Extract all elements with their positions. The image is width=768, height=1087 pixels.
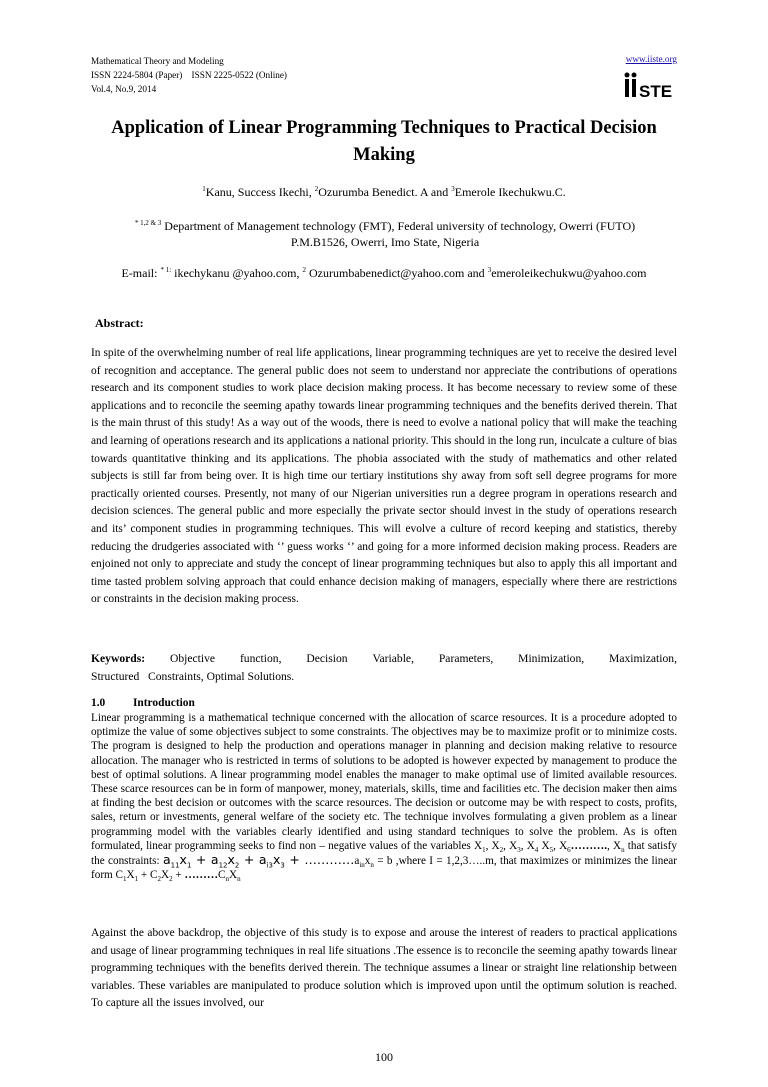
- keyword: Objective: [169, 652, 216, 665]
- paper-title: Application of Linear Programming Techniques to Practical Decision Making: [111, 118, 657, 165]
- section-title: Introduction: [133, 697, 195, 709]
- author-sup: 3: [451, 185, 455, 193]
- affiliation-sup: * 1,2 & 3: [134, 219, 162, 227]
- email-line: [91, 265, 677, 281]
- keyword: Minimization,: [518, 652, 585, 665]
- email-label: E-mail:: [121, 266, 161, 280]
- keyword: Maximization,: [609, 652, 677, 665]
- email-sup: * 1:: [160, 266, 172, 274]
- abstract-heading: Abstract:: [95, 316, 144, 330]
- email-2[interactable]: Ozurumbabenedict@yahoo.com and: [306, 266, 488, 280]
- journal-name: Mathematical Theory and Modeling: [91, 56, 224, 66]
- author-1: Kanu, Success Ikechi,: [205, 185, 315, 199]
- keyword: function,: [239, 652, 282, 665]
- email-sup: 2: [302, 266, 307, 274]
- author-2: Ozurumba Benedict. A and: [318, 185, 452, 199]
- email-1[interactable]: ikechykanu @yahoo.com,: [171, 266, 303, 280]
- author-line: [91, 185, 677, 200]
- keyword: Variable,: [372, 652, 414, 665]
- keywords-line-1: [91, 650, 677, 668]
- keywords: [91, 650, 677, 686]
- affiliation: [100, 218, 670, 250]
- svg-text:STE: STE: [639, 82, 673, 100]
- introduction-paragraph-2: Against the above backdrop, the objective of this study is to expose and arouse the interest of readers to practical applications and usage of linear programming techniques in real life situations .The essence is to reconcile the seeming apathy towards linear programming techniques with the benefits derived therein. The technique assumes a linear or straight line relationship between variables. These variables are manipulated to produce solution which is improved upon until the optimum solution is reached. To capture all the issues involved, our: [91, 927, 677, 1010]
- section-heading: [91, 697, 195, 709]
- issn-line: ISSN 2224-5804 (Paper) ISSN 2225-0522 (Online): [91, 70, 287, 80]
- section-number: 1.0: [91, 697, 106, 709]
- affiliation-line-1: Department of Management technology (FMT), Federal university of technology, Owerri (FUTO): [164, 219, 636, 233]
- author-3: Emerole Ikechukwu.C.: [454, 185, 566, 199]
- volume-line: Vol.4, No.9, 2014: [91, 84, 157, 94]
- author-sup: 2: [314, 185, 319, 193]
- keywords-label: Keywords:: [91, 652, 146, 665]
- email-3[interactable]: emeroleikechukwu@yahoo.com: [491, 266, 647, 280]
- abstract-text: In spite of the overwhelming number of real life applications, linear programming techniques are yet to receive the desired level of recognition and acceptance. The general public does not seem to understand nor appreciate the contributions of operations research and its component studies to work place decision making process. It has become necessary to review some of these applications and to reconcile the seeming apathy towards linear programming techniques and the benefits derived therein. That is the main thrust of this study! As a way out of the woods, there is need to evolve a national policy that will make the teaching and learning of operations research and its applications a national priority. This should in the long run, inculcate a culture of bias towards quantitative thinking and its applications. The phobia associated with the study of mathematics and other related subjects is still far from being over. It is high time our tertiary institutions shy away from soft sell degree programs for more practically oriented courses. Presently, not many of our Nigerian universities run a degree program in operations research and decision sciences. The general public and more especially the private sector should invest in the study of operations research and its’ component studies in programming techniques. This will evolve a culture of record keeping and statistics, thereby reducing the drudgeries associated with ‘’ guess works ‘’ and going for a more informed decision making process. Readers are enjoined not only to appreciate and study the concept of linear programming techniques but also to apply this all important and time tasted problem solving approach that could enhance decision making of managers, especially where there are restrictions or constraints in the decision making process.: [91, 347, 677, 606]
- keywords-line-2: Structured Constraints, Optimal Solutions.: [91, 670, 295, 683]
- introduction-paragraph-1: [91, 711, 677, 882]
- journal-url-link[interactable]: www.iiste.org: [625, 54, 677, 64]
- keyword: Parameters,: [438, 652, 494, 665]
- intro-text: Linear programming is a mathematical technique concerned with the allocation of scarce resources. It is a procedure adopted to optimize the value of some objectives subject to some constraints. The objectives may be to maximize profit or to minimize costs. The program is designed to help the production and operations manager in planning and decision making relative to resource allocation. The manager who is restricted in terms of solutions to be adopted is however expected by management to produce the best of optimal solutions. A linear programming model enables the manager to make optimal use of limited available resources. These scarce resources can be in form of manpower, money, materials, skills, time and facilities etc. The decision maker then aims at finding the best decision or outcomes with the scarce resources. The decision or outcome may be with respect to costs, profits, sales, return or investments, general welfare of the society etc. The technique involves formulating a given problem as a linear programming model with the variables clearly identified and using standard techniques to solve the problem. As is often formulated, linear programming seeks to find non –: [91, 712, 677, 852]
- keyword: Decision: [306, 652, 348, 665]
- email-sup: 3: [487, 266, 492, 274]
- page-number: 100: [375, 1050, 393, 1064]
- affiliation-line-2: P.M.B1526, Owerri, Imo State, Nigeria: [290, 235, 480, 249]
- author-sup: 1: [202, 185, 206, 193]
- intro-formula: negative values of the variables $X_1$, $X_2$, $X_3$, $X_4$ $X_5$, $X_6\dots\dots\dots$., $X_n$ that satisfy the constraints: $a_{11}x_1 + a_{12}x_2 + a_{i3}x_3$ + $\dots\dots\dots\dots a_{in}x_n = b$ ,where I = 1,2,3…..m, that maximizes or minimizes the linear form $C_1X_1 + C_2X_2$ + $\dots\dots\dots C_nX_n$: [91, 839, 677, 884]
- iiste-logo: [622, 70, 678, 100]
